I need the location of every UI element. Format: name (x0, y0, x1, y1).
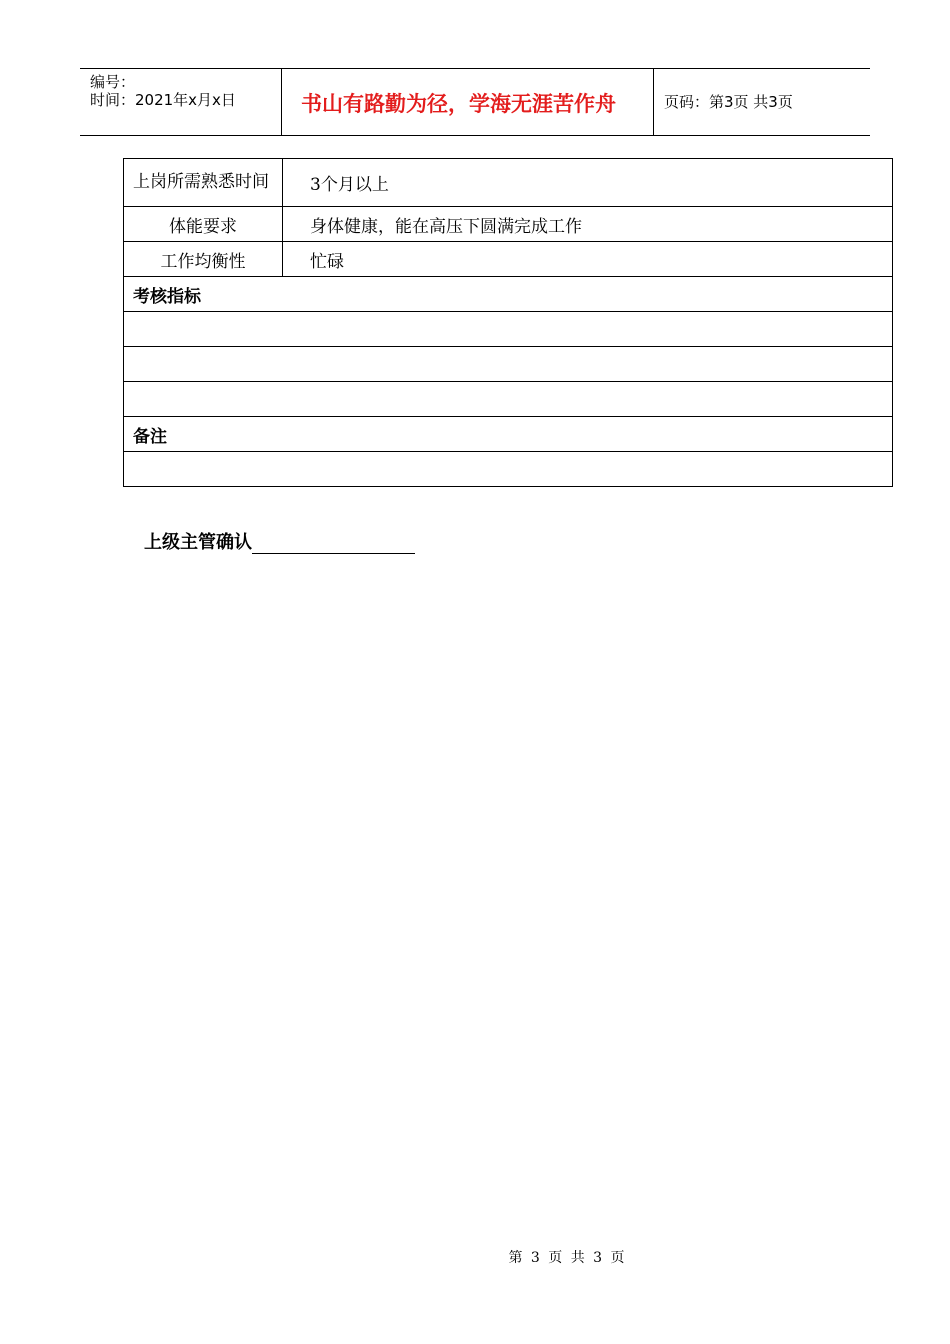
supervisor-confirm (144, 528, 415, 554)
empty-cell (124, 452, 893, 487)
motto: 书山有路勤为径，学海无涯苦作舟 (301, 92, 616, 116)
empty-cell (124, 382, 893, 417)
kpi-section-title: 考核指标 (124, 277, 893, 312)
header-page-cell (654, 69, 870, 135)
page-footer: 第 3 页 共 3 页 (508, 1250, 627, 1266)
table-row (124, 242, 893, 277)
confirm-label: 上级主管确认 (144, 532, 252, 553)
notes-section-title: 备注 (124, 417, 893, 452)
empty-row (124, 382, 893, 417)
header-meta (80, 69, 282, 135)
job-requirements-table (123, 158, 893, 487)
empty-cell (124, 347, 893, 382)
row-value: 3个月以上 (283, 159, 893, 207)
row-value: 忙碌 (283, 242, 893, 277)
section-row (124, 417, 893, 452)
signature-line (252, 535, 415, 554)
empty-row (124, 312, 893, 347)
section-row (124, 277, 893, 312)
row-label: 体能要求 (124, 207, 283, 242)
row-value: 身体健康，能在高压下圆满完成工作 (283, 207, 893, 242)
page-info: 页码：第3页 共3页 (664, 93, 793, 111)
empty-row (124, 347, 893, 382)
row-label: 工作均衡性 (124, 242, 283, 277)
number-label: 编号： (90, 73, 136, 91)
empty-row (124, 452, 893, 487)
page-header (80, 68, 870, 136)
row-label: 上岗所需熟悉时间 (124, 159, 283, 207)
table-row (124, 159, 893, 207)
empty-cell (124, 312, 893, 347)
header-motto-cell (281, 69, 654, 135)
date-label: 时间：2021年x月x日 (90, 91, 236, 109)
table-row (124, 207, 893, 242)
